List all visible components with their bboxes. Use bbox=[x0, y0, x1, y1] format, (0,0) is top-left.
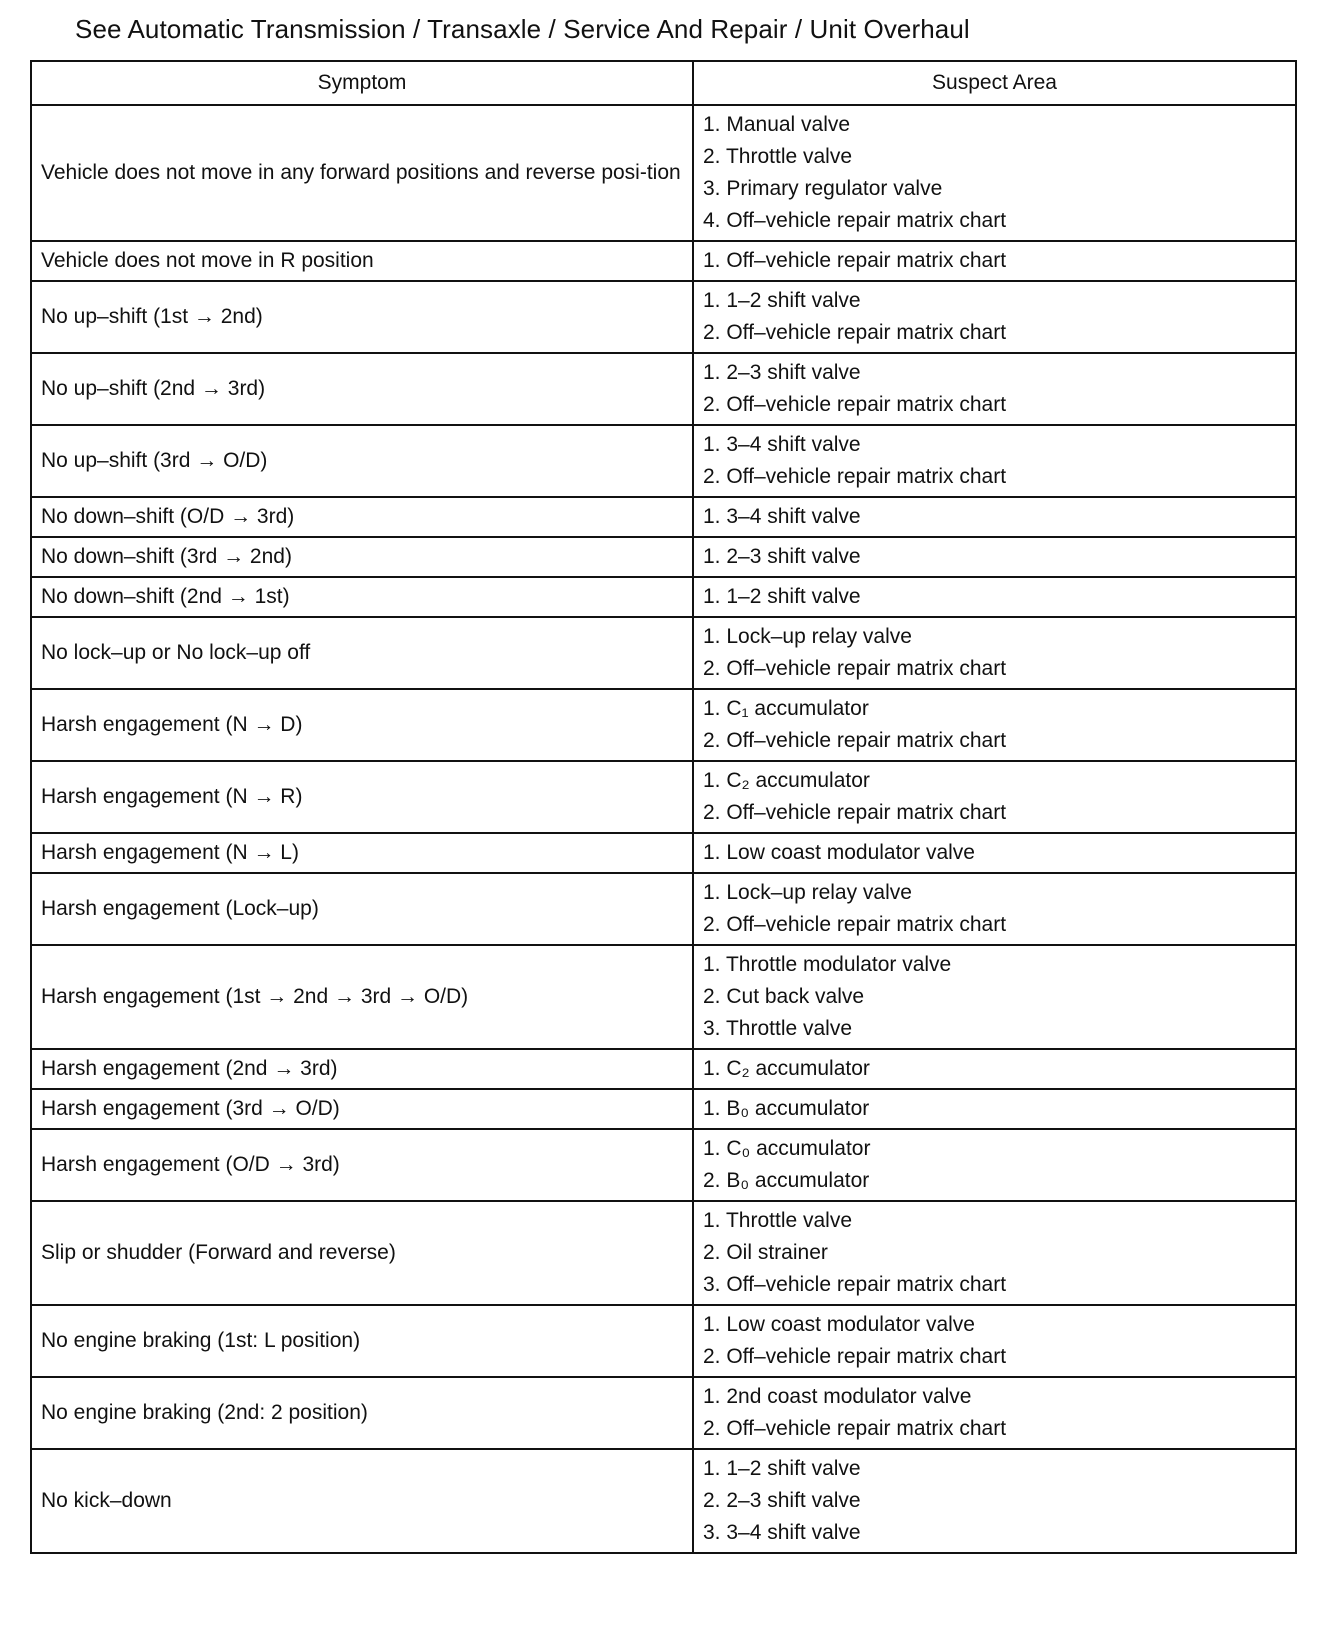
table-row bbox=[31, 1377, 1296, 1449]
suspect-area-item: 3. Off–vehicle repair matrix chart bbox=[703, 1273, 1007, 1296]
symptom-cell: Vehicle does not move in any forward positions and reverse posi-tion bbox=[31, 105, 693, 241]
suspect-area-item: 1. 3–4 shift valve bbox=[703, 505, 861, 528]
symptom-cell: No down–shift (2nd → 1st) bbox=[31, 577, 693, 617]
symptom-table bbox=[30, 60, 1297, 1554]
symptom-cell: Harsh engagement (2nd → 3rd) bbox=[31, 1049, 693, 1089]
suspect-area-item: 2. Cut back valve bbox=[703, 985, 865, 1008]
suspect-area-cell bbox=[693, 1305, 1296, 1377]
suspect-area-item: 1. C₂ accumulator bbox=[703, 1057, 870, 1080]
suspect-area-item: 4. Off–vehicle repair matrix chart bbox=[703, 209, 1007, 232]
suspect-area-cell bbox=[693, 241, 1296, 281]
symptom-cell: Harsh engagement (O/D → 3rd) bbox=[31, 1129, 693, 1201]
suspect-area-item: 1. 1–2 shift valve bbox=[703, 1457, 861, 1480]
suspect-area-item: 1. B₀ accumulator bbox=[703, 1097, 870, 1120]
table-header-row bbox=[31, 61, 1296, 105]
symptom-cell: No up–shift (3rd → O/D) bbox=[31, 425, 693, 497]
suspect-area-cell bbox=[693, 873, 1296, 945]
suspect-area-item: 2. Off–vehicle repair matrix chart bbox=[703, 465, 1007, 488]
suspect-area-item: 2. Oil strainer bbox=[703, 1241, 828, 1264]
suspect-area-item: 1. C₀ accumulator bbox=[703, 1137, 871, 1160]
suspect-area-item: 2. B₀ accumulator bbox=[703, 1169, 870, 1192]
table-row bbox=[31, 833, 1296, 873]
symptom-cell: No up–shift (1st → 2nd) bbox=[31, 281, 693, 353]
suspect-area-cell bbox=[693, 1377, 1296, 1449]
suspect-area-cell bbox=[693, 1129, 1296, 1201]
table-body bbox=[31, 105, 1296, 1553]
table-row bbox=[31, 425, 1296, 497]
suspect-area-item: 1. 2nd coast modulator valve bbox=[703, 1385, 972, 1408]
suspect-area-item: 1. Low coast modulator valve bbox=[703, 1313, 975, 1336]
suspect-area-cell bbox=[693, 761, 1296, 833]
suspect-area-cell bbox=[693, 689, 1296, 761]
symptom-cell: Vehicle does not move in R position bbox=[31, 241, 693, 281]
suspect-area-item: 2. Off–vehicle repair matrix chart bbox=[703, 393, 1007, 416]
symptom-cell: No down–shift (3rd → 2nd) bbox=[31, 537, 693, 577]
suspect-area-cell bbox=[693, 105, 1296, 241]
suspect-area-item: 2. Off–vehicle repair matrix chart bbox=[703, 1345, 1007, 1368]
suspect-area-item: 1. 2–3 shift valve bbox=[703, 545, 861, 568]
symptom-cell: Harsh engagement (1st → 2nd → 3rd → O/D) bbox=[31, 945, 693, 1049]
suspect-area-cell bbox=[693, 353, 1296, 425]
table-row bbox=[31, 105, 1296, 241]
symptom-cell: Slip or shudder (Forward and reverse) bbox=[31, 1201, 693, 1305]
suspect-area-item: 1. C₂ accumulator bbox=[703, 769, 870, 792]
table-row bbox=[31, 1449, 1296, 1553]
suspect-area-cell bbox=[693, 281, 1296, 353]
table-row bbox=[31, 761, 1296, 833]
symptom-column-header: Symptom bbox=[31, 61, 693, 105]
symptom-cell: No up–shift (2nd → 3rd) bbox=[31, 353, 693, 425]
suspect-area-item: 2. 2–3 shift valve bbox=[703, 1489, 861, 1512]
suspect-area-cell bbox=[693, 1449, 1296, 1553]
symptom-cell: No engine braking (2nd: 2 position) bbox=[31, 1377, 693, 1449]
symptom-cell: No down–shift (O/D → 3rd) bbox=[31, 497, 693, 537]
suspect-area-item: 1. Lock–up relay valve bbox=[703, 881, 912, 904]
suspect-area-cell bbox=[693, 497, 1296, 537]
suspect-area-cell bbox=[693, 1049, 1296, 1089]
suspect-area-item: 1. 1–2 shift valve bbox=[703, 289, 861, 312]
table-row bbox=[31, 1129, 1296, 1201]
symptom-cell: No lock–up or No lock–up off bbox=[31, 617, 693, 689]
table-row bbox=[31, 1305, 1296, 1377]
suspect-area-item: 2. Throttle valve bbox=[703, 145, 853, 168]
table-row bbox=[31, 945, 1296, 1049]
suspect-area-item: 2. Off–vehicle repair matrix chart bbox=[703, 801, 1007, 824]
table-row bbox=[31, 1049, 1296, 1089]
symptom-cell: Harsh engagement (N → L) bbox=[31, 833, 693, 873]
table-row bbox=[31, 497, 1296, 537]
suspect-area-item: 2. Off–vehicle repair matrix chart bbox=[703, 657, 1007, 680]
table-row bbox=[31, 241, 1296, 281]
suspect-area-item: 1. 2–3 shift valve bbox=[703, 361, 861, 384]
suspect-area-cell bbox=[693, 945, 1296, 1049]
symptom-cell: Harsh engagement (N → D) bbox=[31, 689, 693, 761]
table-row bbox=[31, 537, 1296, 577]
suspect-area-item: 1. C₁ accumulator bbox=[703, 697, 869, 720]
suspect-area-item: 1. Throttle valve bbox=[703, 1209, 853, 1232]
suspect-area-item: 3. 3–4 shift valve bbox=[703, 1521, 861, 1544]
table-row bbox=[31, 1201, 1296, 1305]
table-row bbox=[31, 689, 1296, 761]
table-row bbox=[31, 617, 1296, 689]
suspect-area-cell bbox=[693, 833, 1296, 873]
suspect-area-cell bbox=[693, 537, 1296, 577]
page-title: See Automatic Transmission / Transaxle / Service And Repair / Unit Overhaul bbox=[75, 14, 970, 44]
suspect-area-item: 1. Throttle modulator valve bbox=[703, 953, 952, 976]
suspect-area-item: 1. Low coast modulator valve bbox=[703, 841, 975, 864]
suspect-area-cell bbox=[693, 425, 1296, 497]
suspect-area-cell bbox=[693, 577, 1296, 617]
suspect-area-item: 1. Off–vehicle repair matrix chart bbox=[703, 249, 1007, 272]
table-row bbox=[31, 1089, 1296, 1129]
suspect-area-item: 1. Manual valve bbox=[703, 113, 851, 136]
symptom-cell: No engine braking (1st: L position) bbox=[31, 1305, 693, 1377]
suspect-area-item: 2. Off–vehicle repair matrix chart bbox=[703, 913, 1007, 936]
suspect-area-item: 3. Primary regulator valve bbox=[703, 177, 943, 200]
suspect-area-cell bbox=[693, 1201, 1296, 1305]
suspect-area-item: 1. Lock–up relay valve bbox=[703, 625, 912, 648]
suspect-area-item: 1. 1–2 shift valve bbox=[703, 585, 861, 608]
suspect-area-item: 2. Off–vehicle repair matrix chart bbox=[703, 729, 1007, 752]
symptom-cell: Harsh engagement (Lock–up) bbox=[31, 873, 693, 945]
suspect-area-item: 1. 3–4 shift valve bbox=[703, 433, 861, 456]
suspect-area-cell bbox=[693, 617, 1296, 689]
suspect-area-cell bbox=[693, 1089, 1296, 1129]
symptom-cell: Harsh engagement (3rd → O/D) bbox=[31, 1089, 693, 1129]
symptom-cell: Harsh engagement (N → R) bbox=[31, 761, 693, 833]
table-row bbox=[31, 281, 1296, 353]
suspect-area-item: 3. Throttle valve bbox=[703, 1017, 853, 1040]
suspect-area-item: 2. Off–vehicle repair matrix chart bbox=[703, 1417, 1007, 1440]
suspect-area-item: 2. Off–vehicle repair matrix chart bbox=[703, 321, 1007, 344]
suspect-area-column-header: Suspect Area bbox=[693, 61, 1296, 105]
table-row bbox=[31, 873, 1296, 945]
table-row bbox=[31, 353, 1296, 425]
table-row bbox=[31, 577, 1296, 617]
symptom-cell: No kick–down bbox=[31, 1449, 693, 1553]
